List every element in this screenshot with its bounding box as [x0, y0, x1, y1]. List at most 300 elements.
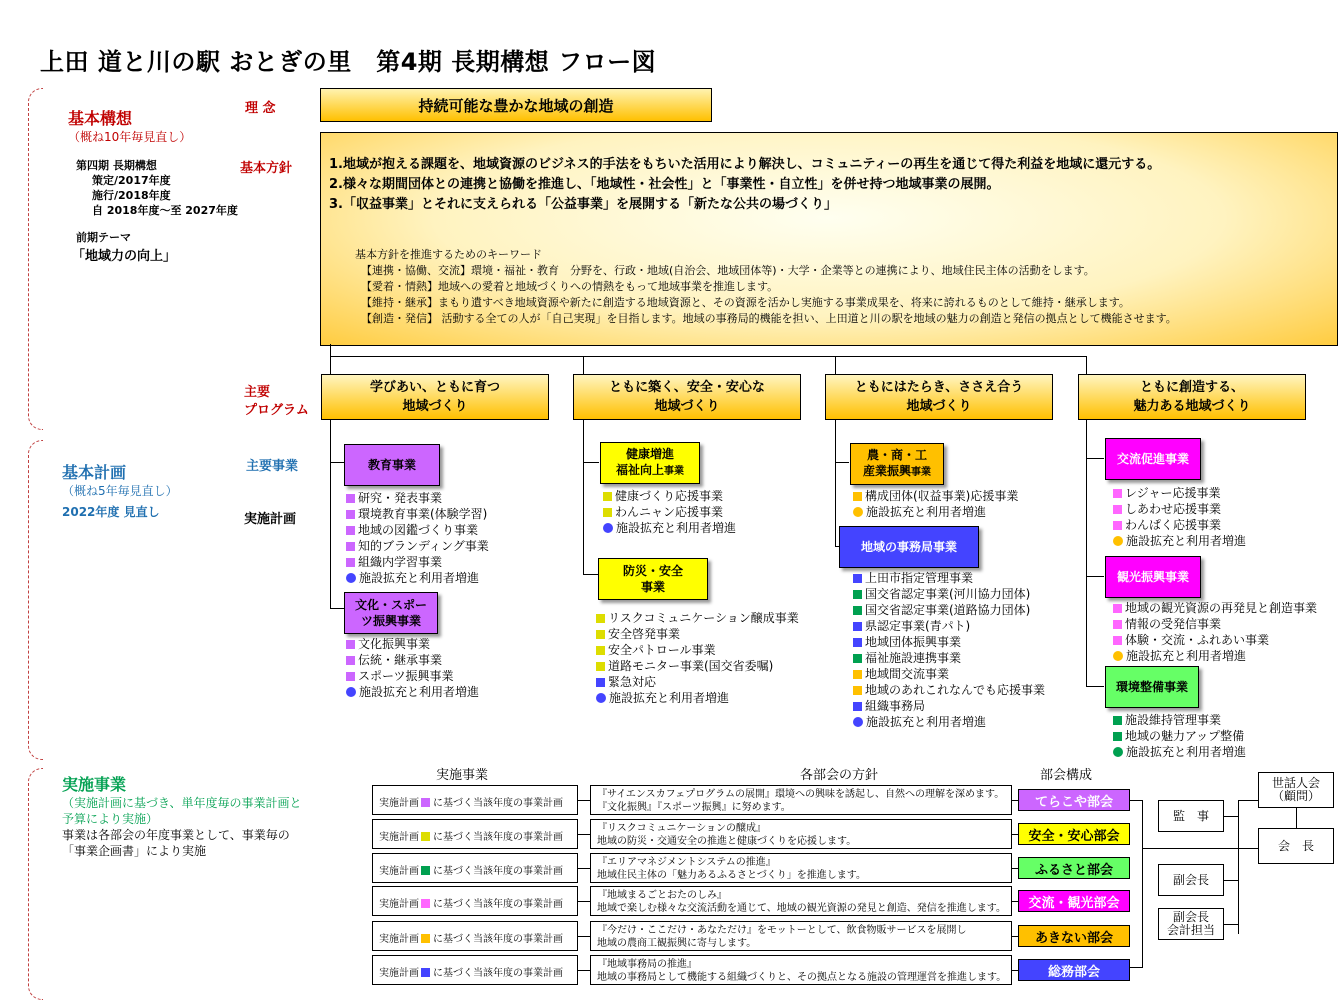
- cat-bousai: [598, 558, 708, 600]
- circle-bullet-icon: [853, 507, 863, 517]
- list-item-text: 安全啓発事業: [608, 627, 681, 641]
- plan-box-text-b: に基づく当該年度の事業計画: [433, 866, 563, 877]
- list-item-text: 道路モニター事業(国交省委嘱): [608, 659, 774, 673]
- org-kaikei-line-2: 会計担当: [1166, 923, 1215, 937]
- policy-box-line-2: 地域で楽しむ様々な交流活動を通じて、地域の観光資源の発見と創造、発信を推進します。: [597, 903, 1006, 914]
- plan-box-text-a: 実施計画: [379, 866, 419, 877]
- list-item: [1113, 485, 1246, 501]
- policy-box-line-1: 『エリアマネジメントシステムの推進』: [597, 857, 776, 868]
- policy-box: [590, 886, 1012, 916]
- circle-bullet-icon: [853, 717, 863, 727]
- connector: [330, 344, 331, 356]
- program-4: [1078, 374, 1306, 420]
- policy-box-line-2: 地域の農商工観振興に寄与します。: [597, 938, 757, 949]
- list-item-text: 組織事務局: [865, 699, 926, 713]
- list-item-text: 上田市指定管理事業: [865, 571, 974, 585]
- row-arrow: [578, 868, 590, 869]
- policy-box-line-1: 『リスクコミュニケーションの醸成』: [597, 823, 766, 834]
- cat-kankou: [1105, 556, 1201, 598]
- square-bullet-icon: [853, 622, 862, 631]
- square-bullet-icon: [346, 526, 355, 535]
- list-item: [1113, 712, 1246, 728]
- branch: [330, 608, 344, 609]
- square-bullet-icon: [1113, 620, 1122, 629]
- rinen-text: 持続可能な豊かな地域の創造: [418, 96, 614, 115]
- cat-nou: [850, 443, 944, 485]
- list-item-text: 健康づくり応援事業: [615, 489, 724, 503]
- list-item: [603, 488, 736, 504]
- cat-kenkou-line-2-small: 事業: [664, 466, 684, 477]
- plan-box: [372, 819, 578, 849]
- program-3-line-1: ともにはたらき、ささえ合う: [854, 380, 1024, 395]
- program-2: [573, 374, 801, 420]
- kihon-kousou-sub: （概ね10年毎見直し）: [68, 130, 192, 144]
- header-houshin: 各部会の方針: [800, 768, 879, 783]
- label-impl-plan: 実施計画: [244, 512, 297, 527]
- trunk-4: [1086, 420, 1087, 686]
- cat-bunka-line-2: ツ振興事業: [360, 614, 421, 628]
- policy-box-line-2: 地域住民主体の「魅力あるふるさとづくり」を推進します。: [597, 870, 866, 881]
- list-item-text: 県認定事業(青パト): [865, 619, 971, 633]
- policy-1: 1.地域が抱える課題を、地域資源のビジネス的手法をもちいた活用により解決し、コミュニティーの再生を通じて得た利益を地域に還元する。: [329, 157, 1161, 172]
- jisshi-heading: 実施事業: [62, 775, 127, 794]
- org-line: [1238, 800, 1239, 934]
- dept-kouryu-kankou-label: 交流・観光部会: [1028, 895, 1120, 911]
- org-line: [1224, 924, 1238, 925]
- list-item: [1113, 728, 1246, 744]
- list-item: [1113, 600, 1317, 616]
- program-1-line-1: 学びあい、ともに育つ: [369, 380, 500, 395]
- list-item-text: 伝統・継承事業: [358, 653, 443, 667]
- list-item-text: 研究・発表事業: [358, 491, 443, 505]
- list-item-text: スポーツ振興事業: [358, 669, 454, 683]
- list-item-text: 施設拡充と利用者増進: [1126, 649, 1247, 663]
- cat-bousai-line-2: 事業: [640, 580, 665, 594]
- square-bullet-icon: [596, 630, 605, 639]
- dept-kouryu-kankou: [1018, 890, 1130, 912]
- org-kaichou-label: 会 長: [1277, 838, 1314, 853]
- square-bullet-icon: [596, 662, 605, 671]
- square-bullet-icon: [421, 899, 430, 908]
- policy-box: [590, 819, 1012, 849]
- dept-anzen: [1018, 823, 1130, 845]
- org-line: [1142, 800, 1143, 968]
- list-item-text: 文化振興事業: [358, 637, 431, 651]
- list-item: [853, 714, 1045, 730]
- cat-bunka-line-1: 文化・スポー: [354, 598, 427, 612]
- trunk-2: [583, 420, 584, 574]
- jisshi-sub-4: 「事業企画書」により実施: [62, 844, 207, 858]
- list-item-text: 施設拡充と利用者増進: [359, 571, 480, 585]
- plan-title: 第四期 長期構想: [76, 159, 157, 172]
- brace-keikaku: [28, 440, 43, 760]
- org-line: [1238, 800, 1258, 801]
- square-bullet-icon: [596, 646, 605, 655]
- list-item: [596, 642, 799, 658]
- cat-kyouiku-label: 教育事業: [367, 458, 416, 472]
- org-sewanin-line-2: （顧問）: [1271, 789, 1320, 803]
- square-bullet-icon: [596, 614, 605, 623]
- list-item-text: 地域の観光資源の再発見と創造事業: [1125, 601, 1318, 615]
- list-jimu: [853, 570, 1045, 730]
- header-jisshi: 実施事業: [436, 768, 489, 783]
- square-bullet-icon: [596, 678, 605, 687]
- policy-panel: [320, 132, 1338, 346]
- program-2-line-2: 地域づくり: [654, 399, 720, 414]
- trunk-1: [330, 420, 331, 608]
- list-item: [346, 554, 489, 570]
- cat-bousai-line-1: 防災・安全: [622, 564, 683, 578]
- circle-bullet-icon: [1113, 651, 1123, 661]
- branch: [1086, 458, 1104, 459]
- circle-bullet-icon: [346, 573, 356, 583]
- list-item-text: 施設維持管理事業: [1125, 713, 1222, 727]
- square-bullet-icon: [853, 686, 862, 695]
- list-item: [596, 674, 799, 690]
- list-item: [346, 490, 489, 506]
- list-item-text: 緊急対応: [608, 675, 657, 689]
- circle-bullet-icon: [346, 687, 356, 697]
- policy-3: 3.「収益事業」とそれに支えられる「公益事業」を展開する「新たな公共の場づくり」: [329, 197, 837, 212]
- cat-kouryu-label: 交流促進事業: [1116, 452, 1189, 466]
- list-item-text: 国交省認定事業(河川協力団体): [865, 587, 1031, 601]
- page-title: 上田 道と川の駅 おとぎの里 第4期 長期構想 フロー図: [40, 48, 657, 76]
- list-kankyo: [1113, 712, 1246, 760]
- dept-terakoya-label: てらこや部会: [1034, 794, 1113, 810]
- list-item: [1113, 648, 1317, 664]
- list-item-text: リスクコミュニケーション醸成事業: [608, 611, 799, 625]
- list-item: [346, 570, 489, 586]
- row-arrow: [578, 834, 590, 835]
- list-item-text: 情報の受発信事業: [1125, 617, 1222, 631]
- label-houshin: 基本方針: [240, 161, 293, 176]
- cat-bunka: [344, 592, 438, 634]
- list-item-text: 地域の魅力アップ整備: [1125, 729, 1245, 743]
- jisshi-sub-3: 事業は各部会の年度事業として、事業毎の: [62, 828, 290, 842]
- org-sewanin: [1258, 772, 1334, 808]
- cat-jimukyoku: [839, 526, 979, 568]
- program-4-line-2: 魅力ある地域づくり: [1133, 399, 1251, 414]
- list-item: [853, 682, 1045, 698]
- plan-box: [372, 921, 578, 951]
- plan-box-text-a: 実施計画: [379, 934, 419, 945]
- brace-kousou: [28, 88, 43, 430]
- org-line: [1130, 967, 1142, 968]
- circle-bullet-icon: [1113, 747, 1123, 757]
- list-item: [1113, 632, 1317, 648]
- list-item-text: 福祉施設連携事業: [865, 651, 962, 665]
- prev-theme-label: 前期テーマ: [76, 231, 131, 244]
- list-item-text: わんニャン応援事業: [615, 505, 724, 519]
- cat-kenkou-line-2: 福祉向上: [615, 463, 664, 477]
- list-item: [596, 658, 799, 674]
- connector: [1086, 356, 1087, 374]
- list-item: [853, 634, 1045, 650]
- org-sewanin-line-1: 世話人会: [1271, 776, 1320, 790]
- plan-box-text-b: に基づく当該年度の事業計画: [433, 968, 563, 979]
- list-item: [853, 698, 1045, 714]
- square-bullet-icon: [853, 702, 862, 711]
- policy-box: [590, 921, 1012, 951]
- list-item: [596, 626, 799, 642]
- square-bullet-icon: [853, 670, 862, 679]
- square-bullet-icon: [421, 934, 430, 943]
- branch: [583, 574, 599, 575]
- cat-nou-line-2-small: 事業: [911, 467, 931, 478]
- org-line: [1130, 800, 1142, 801]
- dept-akinai-label: あきない部会: [1034, 930, 1113, 946]
- list-item: [853, 602, 1045, 618]
- square-bullet-icon: [603, 508, 612, 517]
- keyword-3: 【維持・継承】まもり遺すべき地域資源や新たに創造する地域資源と、その資源を活かし実施する事業成果を、将来に誇れるものとして維持・継承します。: [361, 296, 1130, 309]
- list-item-text: 環境教育事業(体験学習): [358, 507, 488, 521]
- org-fukukaichou-label: 副会長: [1172, 872, 1209, 887]
- cat-kankyo: [1105, 666, 1199, 708]
- list-item: [853, 650, 1045, 666]
- plan-box: [372, 785, 578, 815]
- circle-bullet-icon: [1113, 536, 1123, 546]
- keyword-4: 【創造・発信】 活動する全ての人が「自己実現」を目指します。地域の事務局的機能を担い、上田道と川の駅を地域の魅力の創造と発信の拠点として機能させます。: [361, 312, 1177, 325]
- list-item-text: わんぱく応援事業: [1125, 518, 1222, 532]
- list-item-text: 施設拡充と利用者増進: [866, 715, 987, 729]
- branch: [583, 462, 599, 463]
- list-item: [853, 488, 1018, 504]
- square-bullet-icon: [346, 558, 355, 567]
- list-item: [1113, 517, 1246, 533]
- square-bullet-icon: [853, 606, 862, 615]
- square-bullet-icon: [346, 542, 355, 551]
- list-item: [853, 666, 1045, 682]
- policy-box: [590, 785, 1012, 815]
- list-nou: [853, 488, 1018, 520]
- keyword-2: 【愛着・情熱】地域への愛着と地域づくりへの情熱をもって地域事業を推進します。: [361, 280, 779, 293]
- square-bullet-icon: [346, 672, 355, 681]
- program-1: [321, 374, 549, 420]
- label-program-1: 主要: [244, 385, 271, 400]
- list-item-text: 体験・交流・ふれあい事業: [1125, 633, 1270, 647]
- plan-line-2: 施行/2018年度: [92, 189, 171, 202]
- program-3: [825, 374, 1053, 420]
- org-line: [1224, 816, 1238, 817]
- kihon-keikaku-sub: （概ね5年毎見直し）: [62, 484, 178, 498]
- dept-soumu: [1018, 959, 1130, 981]
- program-1-line-2: 地域づくり: [402, 399, 468, 414]
- square-bullet-icon: [1113, 636, 1122, 645]
- org-kanji-label: 監 事: [1172, 808, 1209, 823]
- square-bullet-icon: [421, 798, 430, 807]
- square-bullet-icon: [853, 590, 862, 599]
- list-item: [1113, 533, 1246, 549]
- policy-box: [590, 955, 1012, 985]
- list-item-text: 施設拡充と利用者増進: [866, 505, 987, 519]
- list-item-text: しあわせ応援事業: [1125, 502, 1222, 516]
- branch: [835, 462, 849, 463]
- label-main-biz: 主要事業: [246, 459, 299, 474]
- policy-box-line-2: 地域の事務局として機能する組織づくりと、その拠点となる施設の管理運営を推進します。: [597, 972, 1007, 983]
- square-bullet-icon: [853, 492, 862, 501]
- list-item: [1113, 501, 1246, 517]
- list-kenkou: [603, 488, 736, 536]
- prev-theme: 「地域力の向上」: [72, 249, 177, 264]
- plan-box-text-a: 実施計画: [379, 798, 419, 809]
- square-bullet-icon: [421, 968, 430, 977]
- cat-jimukyoku-label: 地域の事務局事業: [860, 540, 957, 554]
- plan-line-1: 策定/2017年度: [92, 174, 171, 187]
- plan-box-text-b: に基づく当該年度の事業計画: [433, 934, 563, 945]
- square-bullet-icon: [421, 866, 430, 875]
- plan-box-text-a: 実施計画: [379, 832, 419, 843]
- org-line: [1224, 880, 1238, 881]
- keyword-1: 【連携・協働、交流】環境・福祉・教育 分野を、行政・地域(自治会、地域団体等)・大学・企業等との連携により、地域住民主体の活動をします。: [361, 264, 1095, 277]
- plan-box-text-b: に基づく当該年度の事業計画: [433, 798, 563, 809]
- square-bullet-icon: [1113, 716, 1122, 725]
- list-item: [853, 586, 1045, 602]
- policy-box-line-2: 『文化振興』『スポーツ振興』に努めます。: [597, 802, 791, 813]
- policy-box-line-2: 地域の防災・交通安全の推進と健康づくりを応援します。: [597, 836, 857, 847]
- dept-akinai: [1018, 925, 1130, 947]
- dept-soumu-label: 総務部会: [1047, 964, 1100, 980]
- list-item-text: レジャー応援事業: [1125, 486, 1221, 500]
- trunk-3: [835, 420, 836, 546]
- list-item-text: 構成団体(収益事業)応援事業: [865, 489, 1019, 503]
- cat-kyouiku: [344, 444, 440, 486]
- header-bukai: 部会構成: [1040, 768, 1093, 783]
- square-bullet-icon: [1113, 732, 1122, 741]
- list-item: [603, 520, 736, 536]
- policy-box-line-1: 『サイエンスカフェプログラムの展開』環境への興味を誘起し、自然への理解を深めます。: [597, 789, 1005, 800]
- row-arrow: [578, 800, 590, 801]
- list-item-text: 地域のあれこれなんでも応援事業: [865, 683, 1046, 697]
- square-bullet-icon: [346, 510, 355, 519]
- program-3-line-2: 地域づくり: [906, 399, 972, 414]
- square-bullet-icon: [853, 654, 862, 663]
- connector: [583, 356, 584, 374]
- policy-box-line-1: 『地域まるごとおたのしみ』: [597, 890, 727, 901]
- branch: [330, 462, 344, 463]
- list-item-text: 地域間交流事業: [865, 667, 950, 681]
- list-kyouiku: [346, 490, 489, 586]
- dept-furusato: [1018, 857, 1130, 879]
- kihon-kousou-heading: 基本構想: [68, 109, 133, 128]
- list-kankou: [1113, 600, 1317, 664]
- dept-anzen-label: 安全・安心部会: [1028, 828, 1120, 844]
- list-item-text: 施設拡充と利用者増進: [359, 685, 480, 699]
- square-bullet-icon: [1113, 604, 1122, 613]
- plan-box: [372, 853, 578, 883]
- cat-kouryu: [1105, 438, 1201, 480]
- circle-bullet-icon: [596, 693, 606, 703]
- rinen-box: [320, 88, 712, 122]
- dept-furusato-label: ふるさと部会: [1034, 862, 1113, 878]
- plan-box-text-a: 実施計画: [379, 899, 419, 910]
- list-item: [346, 636, 479, 652]
- square-bullet-icon: [1113, 521, 1122, 530]
- list-item-text: 地域の図鑑づくり事業: [358, 523, 479, 537]
- label-program-2: プログラム: [244, 403, 309, 418]
- policy-2: 2.様々な期間団体との連携と協働を推進し、「地域性・社会性」と「事業性・自立性」を併せ持つ地域事業の展開。: [329, 177, 1000, 192]
- cat-kenkou: [600, 442, 700, 484]
- list-item: [346, 684, 479, 700]
- cat-nou-line-1: 農・商・工: [866, 448, 927, 462]
- list-item: [1113, 616, 1317, 632]
- list-bousai: [596, 610, 799, 706]
- square-bullet-icon: [346, 656, 355, 665]
- list-item-text: 組織内学習事業: [358, 555, 443, 569]
- policy-box-line-1: 『地域事務局の推進』: [597, 959, 697, 970]
- list-item-text: 地域団体振興事業: [865, 635, 962, 649]
- cat-kankou-label: 観光振興事業: [1116, 570, 1189, 584]
- branch: [1086, 576, 1104, 577]
- list-kouryu: [1113, 485, 1246, 549]
- list-item-text: 施設拡充と利用者増進: [1126, 745, 1247, 759]
- kihon-keikaku-heading: 基本計画: [62, 463, 127, 482]
- program-4-line-1: ともに創造する、: [1139, 380, 1244, 395]
- org-fukukaichou: [1158, 864, 1224, 896]
- list-item: [853, 618, 1045, 634]
- plan-box: [372, 886, 578, 916]
- square-bullet-icon: [1113, 505, 1122, 514]
- list-item: [853, 570, 1045, 586]
- square-bullet-icon: [603, 492, 612, 501]
- list-item-text: 施設拡充と利用者増進: [609, 691, 730, 705]
- list-item-text: 知的ブランディング事業: [358, 539, 489, 553]
- list-item-text: 安全パトロール事業: [608, 643, 716, 657]
- square-bullet-icon: [346, 640, 355, 649]
- cat-kenkou-line-1: 健康増進: [625, 447, 674, 461]
- list-item-text: 国交省認定事業(道路協力団体): [865, 603, 1031, 617]
- label-rinen: 理 念: [245, 101, 276, 116]
- list-item: [853, 504, 1018, 520]
- jisshi-sub-2: 予算により実施）: [62, 812, 159, 826]
- cat-nou-line-2: 産業振興: [862, 464, 911, 478]
- plan-box-text-a: 実施計画: [379, 968, 419, 979]
- row-arrow: [578, 901, 590, 902]
- square-bullet-icon: [853, 574, 862, 583]
- square-bullet-icon: [1113, 489, 1122, 498]
- policy-box-line-1: 『今だけ・ここだけ・あなただけ』をモットーとして、飲食物販サービスを展開し: [597, 925, 967, 936]
- branch: [1086, 686, 1104, 687]
- list-item: [346, 668, 479, 684]
- connector: [330, 356, 331, 374]
- list-item-text: 施設拡充と利用者増進: [1126, 534, 1247, 548]
- org-line: [1142, 848, 1258, 849]
- list-item: [346, 538, 489, 554]
- cat-kankyo-label: 環境整備事業: [1115, 680, 1188, 694]
- circle-bullet-icon: [603, 523, 613, 533]
- list-item: [346, 506, 489, 522]
- plan-line-3: 自 2018年度～至 2027年度: [92, 204, 238, 217]
- keikaku-year: 2022年度 見直し: [62, 505, 160, 519]
- list-item: [596, 690, 799, 706]
- org-kaikei: [1158, 908, 1224, 940]
- org-kanji: [1158, 800, 1224, 832]
- plan-box-text-b: に基づく当該年度の事業計画: [433, 899, 563, 910]
- program-2-line-1: ともに築く、安全・安心な: [609, 380, 765, 395]
- row-arrow: [578, 970, 590, 971]
- dept-terakoya: [1018, 789, 1130, 811]
- plan-box-text-b: に基づく当該年度の事業計画: [433, 832, 563, 843]
- plan-box: [372, 955, 578, 985]
- org-kaichou: [1258, 828, 1334, 864]
- list-item-text: 施設拡充と利用者増進: [616, 521, 737, 535]
- org-line: [1296, 808, 1297, 828]
- list-item: [603, 504, 736, 520]
- square-bullet-icon: [421, 832, 430, 841]
- connector: [330, 356, 1086, 357]
- list-item: [1113, 744, 1246, 760]
- jisshi-sub-1: （実施計画に基づき、単年度毎の事業計画と: [62, 796, 302, 810]
- row-arrow: [578, 936, 590, 937]
